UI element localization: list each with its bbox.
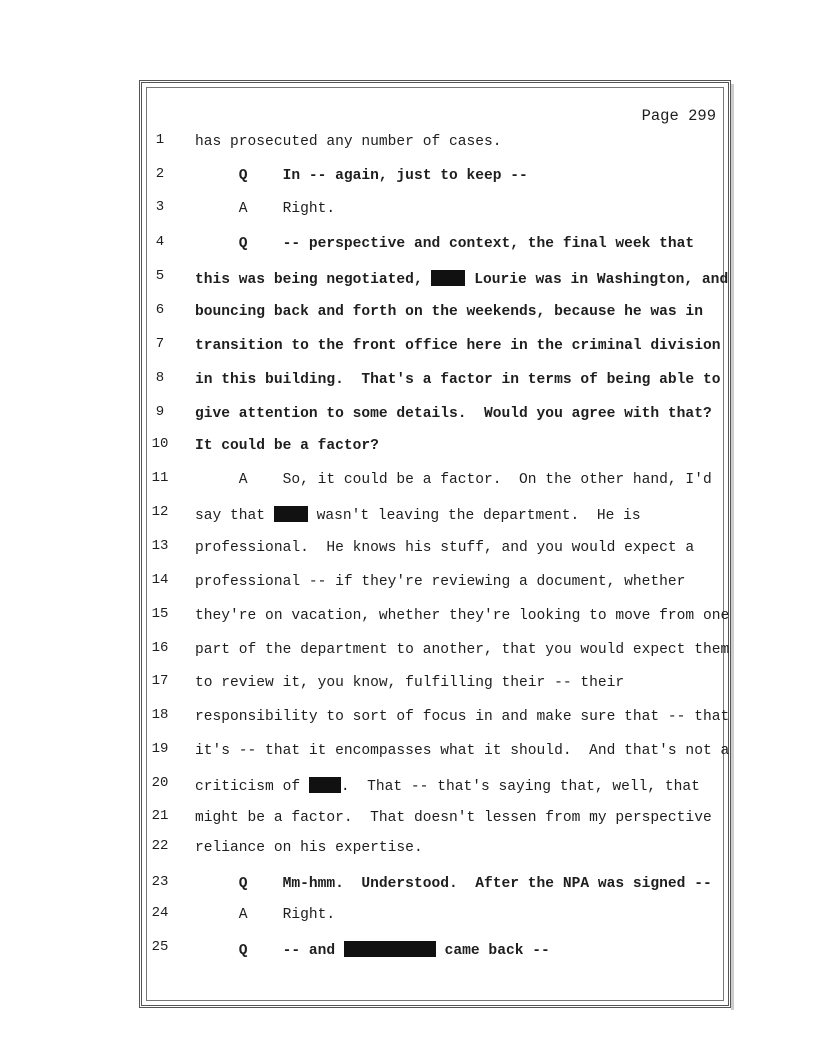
line-text — [195, 506, 641, 524]
transcript-line — [0, 302, 816, 332]
transcript-line — [0, 905, 816, 935]
transcript-line — [0, 572, 816, 602]
line-text-segment: they're on vacation, whether they're looking to move from one — [195, 608, 730, 624]
line-number: 25 — [151, 939, 169, 955]
line-number: 3 — [155, 199, 165, 215]
transcript-line — [0, 741, 816, 771]
transcript-line — [0, 336, 816, 366]
line-text-segment: bouncing back and forth on the weekends, because he was in — [195, 304, 703, 320]
line-text — [195, 406, 712, 422]
transcript-line — [0, 606, 816, 636]
line-text-segment: wasn't leaving the department. He is — [307, 508, 641, 524]
line-text — [195, 743, 729, 759]
line-number: 1 — [155, 132, 165, 148]
line-text — [195, 840, 423, 856]
line-number: 17 — [151, 673, 169, 689]
line-number: 15 — [151, 606, 169, 622]
transcript-line — [0, 939, 816, 969]
line-text — [195, 168, 528, 184]
line-text-segment: A Right. — [195, 201, 336, 217]
line-text — [195, 876, 712, 892]
line-text — [195, 907, 335, 923]
line-text — [195, 941, 550, 959]
transcript-line — [0, 268, 816, 298]
redaction-block — [344, 941, 436, 957]
line-number: 6 — [155, 302, 165, 318]
line-number: 13 — [151, 538, 169, 554]
redaction-block — [431, 270, 465, 286]
line-text — [195, 709, 729, 725]
transcript-line — [0, 470, 816, 500]
line-text-segment: has prosecuted any number of cases. — [195, 134, 502, 150]
line-text-segment: It could be a factor? — [195, 438, 379, 454]
line-number: 12 — [151, 504, 169, 520]
line-number: 18 — [151, 707, 169, 723]
line-number: 21 — [151, 808, 169, 824]
line-number: 11 — [151, 470, 169, 486]
line-text — [195, 608, 729, 624]
line-text — [195, 472, 712, 488]
line-text-segment: Q Mm-hmm. Understood. After the NPA was signed -- — [195, 876, 712, 892]
line-text — [195, 540, 694, 556]
transcript-line — [0, 838, 816, 868]
line-text — [195, 574, 685, 590]
line-number: 4 — [155, 234, 165, 250]
line-text — [195, 438, 379, 454]
line-text — [195, 810, 712, 826]
line-text — [195, 338, 720, 354]
line-text — [195, 304, 703, 320]
line-number: 19 — [151, 741, 169, 757]
line-number: 9 — [155, 404, 165, 420]
line-text-segment: responsibility to sort of focus in and make sure that -- that — [195, 709, 730, 725]
line-text — [195, 642, 729, 658]
line-text-segment: professional -- if they're reviewing a document, whether — [195, 574, 686, 590]
line-number: 16 — [151, 640, 169, 656]
line-number: 10 — [151, 436, 169, 452]
line-text — [195, 201, 335, 217]
line-text-segment: Q -- perspective and context, the final week that — [195, 236, 695, 252]
transcript-line — [0, 234, 816, 264]
line-number: 7 — [155, 336, 165, 352]
line-text-segment: in this building. That's a factor in terms of being able to — [195, 372, 721, 388]
transcript-line — [0, 404, 816, 434]
line-text-segment: Q In -- again, just to keep -- — [195, 168, 528, 184]
transcript-line — [0, 808, 816, 838]
line-number: 22 — [151, 838, 169, 854]
line-text-segment: part of the department to another, that you would expect them — [195, 642, 730, 658]
line-text — [195, 675, 624, 691]
transcript-line — [0, 538, 816, 568]
line-text-segment: give attention to some details. Would you agree with that? — [195, 406, 712, 422]
line-number: 5 — [155, 268, 165, 284]
transcript-line — [0, 436, 816, 466]
line-text-segment: Lourie was in Washington, and — [465, 272, 729, 288]
transcript-line — [0, 199, 816, 229]
line-text-segment: reliance on his expertise. — [195, 840, 423, 856]
line-number: 8 — [155, 370, 165, 386]
redaction-block — [274, 506, 308, 522]
line-text — [195, 270, 728, 288]
line-text-segment: say that — [195, 508, 274, 524]
transcript-line — [0, 370, 816, 400]
transcript-line — [0, 707, 816, 737]
line-text — [195, 236, 694, 252]
line-text-segment: A Right. — [195, 907, 336, 923]
transcript-line — [0, 775, 816, 805]
line-text — [195, 777, 700, 795]
line-text-segment: A So, it could be a factor. On the other hand, I'd — [195, 472, 712, 488]
line-number: 2 — [155, 166, 165, 182]
line-text-segment: came back -- — [435, 943, 550, 959]
transcript-line — [0, 874, 816, 904]
line-number: 20 — [151, 775, 169, 791]
line-text — [195, 134, 502, 150]
line-text-segment: might be a factor. That doesn't lessen from my perspective — [195, 810, 712, 826]
line-text — [195, 372, 720, 388]
transcript-line — [0, 640, 816, 670]
transcript-line — [0, 132, 816, 162]
line-text-segment: to review it, you know, fulfilling their -- their — [195, 675, 625, 691]
line-text-segment: Q -- and — [195, 943, 344, 959]
line-text-segment: it's -- that it encompasses what it should. And that's not a — [195, 743, 730, 759]
line-number: 14 — [151, 572, 169, 588]
redaction-block — [309, 777, 341, 793]
transcript-line — [0, 166, 816, 196]
line-number: 23 — [151, 874, 169, 890]
line-text-segment: this was being negotiated, — [195, 272, 432, 288]
line-text-segment: transition to the front office here in the criminal division — [195, 338, 721, 354]
line-text-segment: . That -- that's saying that, well, that — [340, 779, 700, 795]
line-number: 24 — [151, 905, 169, 921]
transcript-line — [0, 673, 816, 703]
line-text-segment: criticism of — [195, 779, 309, 795]
page-number: Page 299 — [641, 107, 716, 125]
line-text-segment: professional. He knows his stuff, and you would expect a — [195, 540, 695, 556]
transcript-line — [0, 504, 816, 534]
